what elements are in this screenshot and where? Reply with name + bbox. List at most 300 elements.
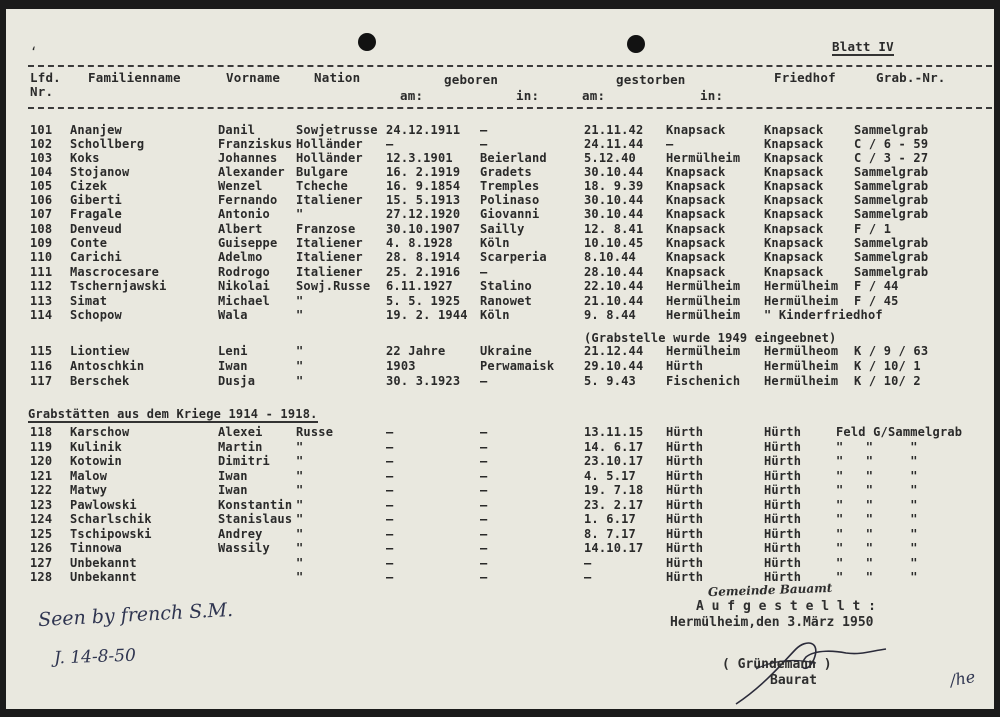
cell-nr: 107 <box>30 207 53 221</box>
cell-gest-am: 19. 7.18 <box>584 483 644 497</box>
cell-grab: C / 3 - 27 <box>854 151 929 165</box>
cell-nation: " <box>296 556 304 570</box>
cell-vorname: Dimitri <box>218 454 270 468</box>
cell-geb-am: 25. 2.1916 <box>386 265 461 279</box>
cell-nation: " <box>296 207 304 221</box>
aufgestellt-label: A u f g e s t e l l t : <box>696 599 877 614</box>
cell-gest-am: 30.10.44 <box>584 165 644 179</box>
cell-gest-in: Hürth <box>666 469 704 483</box>
cell-friedhof: Hermülheim <box>764 294 839 308</box>
cell-nr: 122 <box>30 483 53 497</box>
cell-gest-in: Hürth <box>666 512 704 526</box>
cell-nr: 116 <box>30 359 53 373</box>
header-gestorben: gestorben <box>616 72 686 87</box>
cell-geb-in: Ranowet <box>480 294 532 308</box>
cell-friedhof: Hürth <box>764 469 802 483</box>
cell-friedhof: Hürth <box>764 425 802 439</box>
cell-vorname: Alexander <box>218 165 285 179</box>
cell-friedhof: Knapsack <box>764 222 824 236</box>
cell-geb-in: Scarperia <box>480 250 547 264</box>
cell-geb-am: 24.12.1911 <box>386 123 461 137</box>
cell-grab: Sammelgrab <box>854 265 929 279</box>
cell-name: Pawlowski <box>70 498 137 512</box>
cell-grab: Feld G/Sammelgrab <box>836 425 963 439</box>
cell-gest-in: Knapsack <box>666 193 726 207</box>
cell-gest-in: Fischenich <box>666 374 741 388</box>
cell-grab: K / 9 / 63 <box>854 344 929 358</box>
cell-vorname: Konstantin <box>218 498 293 512</box>
cell-gest-am: 5.12.40 <box>584 151 636 165</box>
cell-gest-am: 4. 5.17 <box>584 469 636 483</box>
cell-gest-in: Hermülheim <box>666 344 741 358</box>
header-nr: Nr. <box>30 84 54 99</box>
cell-nation: " <box>296 483 304 497</box>
cell-geb-am: 19. 2. 1944 <box>386 308 468 322</box>
cell-grab: " " " <box>836 541 918 555</box>
cell-friedhof: Knapsack <box>764 265 824 279</box>
section-title-ww1: Grabstätten aus dem Kriege 1914 - 1918. <box>28 407 318 421</box>
cell-geb-am: 12.3.1901 <box>386 151 453 165</box>
cell-gest-am: 8. 7.17 <box>584 527 636 541</box>
cell-name: Liontiew <box>70 344 130 358</box>
cell-friedhof: Hürth <box>764 483 802 497</box>
cell-gest-in: Knapsack <box>666 265 726 279</box>
cell-name: Unbekannt <box>70 556 137 570</box>
header-geboren: geboren <box>444 72 499 87</box>
cell-geb-in: — <box>480 265 488 279</box>
cell-name: Berschek <box>70 374 130 388</box>
cell-nation: " <box>296 541 304 555</box>
cell-nr: 111 <box>30 265 53 279</box>
cell-gest-am: 21.11.42 <box>584 123 644 137</box>
cell-grab: " " " <box>836 498 918 512</box>
cell-nr: 103 <box>30 151 53 165</box>
cell-nation: " <box>296 527 304 541</box>
cell-nr: 108 <box>30 222 53 236</box>
cell-nation: " <box>296 344 304 358</box>
cell-gest-in: Knapsack <box>666 123 726 137</box>
cell-friedhof: Hürth <box>764 498 802 512</box>
cell-geb-in: Köln <box>480 236 510 250</box>
cell-grab: Sammelgrab <box>854 193 929 207</box>
cell-nr: 118 <box>30 425 53 439</box>
cell-vorname: Danil <box>218 123 256 137</box>
cell-friedhof: Knapsack <box>764 165 824 179</box>
cell-nr: 102 <box>30 137 53 151</box>
cell-gest-am: 13.11.15 <box>584 425 644 439</box>
cell-geb-in: — <box>480 425 488 439</box>
header-rule-bottom <box>28 107 992 109</box>
cell-nation: Italiener <box>296 250 363 264</box>
cell-gest-in: Hermülheim <box>666 308 741 322</box>
cell-grab: " " " <box>836 556 918 570</box>
cell-geb-in: — <box>480 374 488 388</box>
cell-name: Fragale <box>70 207 122 221</box>
punch-hole-right <box>627 35 645 53</box>
cell-grab: Sammelgrab <box>854 179 929 193</box>
cell-geb-am: — <box>386 556 394 570</box>
cell-gest-am: 22.10.44 <box>584 279 644 293</box>
cell-vorname: Iwan <box>218 469 248 483</box>
handwritten-note: Seen by french S.M. <box>37 598 234 632</box>
header-rule-top <box>28 65 992 67</box>
cell-gest-in: Hürth <box>666 483 704 497</box>
cell-nation: Bulgare <box>296 165 348 179</box>
cell-nr: 117 <box>30 374 53 388</box>
cell-grab: Sammelgrab <box>854 236 929 250</box>
cell-gest-in: Hürth <box>666 527 704 541</box>
cell-name: Stojanow <box>70 165 130 179</box>
cell-gest-in: Knapsack <box>666 179 726 193</box>
cell-gest-am: 29.10.44 <box>584 359 644 373</box>
cell-nr: 123 <box>30 498 53 512</box>
cell-nation: Tcheche <box>296 179 348 193</box>
cell-grab: Sammelgrab <box>854 165 929 179</box>
cell-friedhof: Hürth <box>764 454 802 468</box>
cell-name: Unbekannt <box>70 570 137 584</box>
cell-vorname: Wenzel <box>218 179 263 193</box>
cell-friedhof: Hermülheom <box>764 344 839 358</box>
cell-nr: 125 <box>30 527 53 541</box>
cell-gest-in: Hermülheim <box>666 294 741 308</box>
cell-nation: " <box>296 498 304 512</box>
cell-nr: 115 <box>30 344 53 358</box>
cell-vorname: Michael <box>218 294 270 308</box>
cell-grab: K / 10/ 2 <box>854 374 921 388</box>
cell-geb-am: — <box>386 137 394 151</box>
cell-name: Tschipowski <box>70 527 152 541</box>
cell-geb-in: — <box>480 512 488 526</box>
cell-geb-am: 30. 3.1923 <box>386 374 461 388</box>
cell-grab: C / 6 - 59 <box>854 137 929 151</box>
header-familienname: Familienname <box>88 70 181 85</box>
cell-gest-am: 21.12.44 <box>584 344 644 358</box>
cell-nation: Italiener <box>296 265 363 279</box>
cell-gest-in: Hürth <box>666 454 704 468</box>
cell-gest-in: Knapsack <box>666 250 726 264</box>
cell-friedhof: Knapsack <box>764 193 824 207</box>
cell-vorname: Rodrogo <box>218 265 270 279</box>
cell-geb-am: — <box>386 527 394 541</box>
cell-grab: F / 45 <box>854 294 899 308</box>
cell-friedhof: Knapsack <box>764 250 824 264</box>
cell-grab: " " " <box>836 454 918 468</box>
cell-geb-am: 1903 <box>386 359 416 373</box>
cell-name: Kotowin <box>70 454 122 468</box>
cell-gest-am: 1. 6.17 <box>584 512 636 526</box>
cell-geb-in: Gradets <box>480 165 532 179</box>
cell-geb-am: — <box>386 498 394 512</box>
cell-gest-am: 23. 2.17 <box>584 498 644 512</box>
cell-geb-am: — <box>386 541 394 555</box>
cell-gest-in: Hürth <box>666 498 704 512</box>
cell-grab: " " " <box>836 570 918 584</box>
cell-gest-am: — <box>584 556 592 570</box>
signatory-name: ( Gründemann ) <box>722 657 832 672</box>
cell-gest-am: 30.10.44 <box>584 193 644 207</box>
margin-mark: ‘ <box>30 45 38 59</box>
cell-nation: Russe <box>296 425 334 439</box>
cell-vorname: Guiseppe <box>218 236 278 250</box>
cell-name: Simat <box>70 294 108 308</box>
cell-geb-in: Beierland <box>480 151 547 165</box>
cell-name: Antoschkin <box>70 359 145 373</box>
cell-friedhof: Hürth <box>764 440 802 454</box>
cell-vorname: Antonio <box>218 207 270 221</box>
cell-friedhof: Hürth <box>764 570 802 584</box>
cell-geb-in: — <box>480 469 488 483</box>
cell-grab: " " " <box>836 527 918 541</box>
cell-vorname: Dusja <box>218 374 256 388</box>
cell-geb-in: — <box>480 454 488 468</box>
signatory-title: Baurat <box>770 673 817 688</box>
cell-geb-in: — <box>480 498 488 512</box>
corner-initials: /he <box>948 666 977 691</box>
place-date: Hermülheim,den 3.März 1950 <box>670 615 874 630</box>
cell-name: Tinnowa <box>70 541 122 555</box>
cell-name: Mascrocesare <box>70 265 160 279</box>
cell-geb-in: — <box>480 527 488 541</box>
cell-nation: " <box>296 512 304 526</box>
cell-nr: 110 <box>30 250 53 264</box>
cell-name: Scharlschik <box>70 512 152 526</box>
cell-geb-in: — <box>480 440 488 454</box>
cell-nation: Sowjetrusse <box>296 123 378 137</box>
cell-name: Ananjew <box>70 123 122 137</box>
cell-gest-am: 12. 8.41 <box>584 222 644 236</box>
cell-gest-in: Hürth <box>666 556 704 570</box>
cell-geb-in: Polinaso <box>480 193 540 207</box>
cell-nr: 124 <box>30 512 53 526</box>
header-gestorben-am: am: <box>582 88 606 103</box>
header-gestorben-in: in: <box>700 88 724 103</box>
cell-name: Carichi <box>70 250 122 264</box>
cell-nr: 126 <box>30 541 53 555</box>
cell-gest-in: Knapsack <box>666 207 726 221</box>
cell-nation: Italiener <box>296 193 363 207</box>
cell-nation: Franzose <box>296 222 356 236</box>
cell-friedhof: Hermülheim <box>764 359 839 373</box>
cell-gest-am: 23.10.17 <box>584 454 644 468</box>
cell-grab: F / 1 <box>854 222 892 236</box>
punch-hole-left <box>358 33 376 51</box>
cell-gest-in: Knapsack <box>666 165 726 179</box>
cell-friedhof: Knapsack <box>764 137 824 151</box>
cell-friedhof: " Kinderfriedhof <box>764 308 883 322</box>
cell-name: Koks <box>70 151 100 165</box>
cell-name: Matwy <box>70 483 108 497</box>
cell-geb-am: — <box>386 425 394 439</box>
cell-gest-am: 9. 8.44 <box>584 308 636 322</box>
cell-name: Denveud <box>70 222 122 236</box>
cell-vorname: Johannes <box>218 151 278 165</box>
header-nation: Nation <box>314 70 361 85</box>
municipal-stamp: Gemeinde Bauamt <box>707 580 833 600</box>
cell-gest-am: 5. 9.43 <box>584 374 636 388</box>
handwritten-date: J. 14-8-50 <box>53 645 137 669</box>
cell-grab: Sammelgrab <box>854 207 929 221</box>
cell-gest-in: Hürth <box>666 541 704 555</box>
cell-vorname: Adelmo <box>218 250 263 264</box>
cell-gest-am: 21.10.44 <box>584 294 644 308</box>
cell-geb-am: 6.11.1927 <box>386 279 453 293</box>
cell-nr: 128 <box>30 570 53 584</box>
cell-geb-in: Tremples <box>480 179 540 193</box>
cell-friedhof: Knapsack <box>764 179 824 193</box>
cell-geb-in: Köln <box>480 308 510 322</box>
cell-nr: 119 <box>30 440 53 454</box>
cell-gest-am: — <box>584 570 592 584</box>
cell-geb-am: 16. 9.1854 <box>386 179 461 193</box>
cell-vorname: Wassily <box>218 541 270 555</box>
header-geboren-in: in: <box>516 88 540 103</box>
cell-geb-am: 28. 8.1914 <box>386 250 461 264</box>
cell-name: Cizek <box>70 179 108 193</box>
cell-vorname: Franziskus <box>218 137 293 151</box>
cell-vorname: Alexei <box>218 425 263 439</box>
note-row-114: (Grabstelle wurde 1949 eingeebnet) <box>584 331 837 345</box>
cell-vorname: Iwan <box>218 359 248 373</box>
cell-geb-in: — <box>480 570 488 584</box>
cell-gest-in: Hürth <box>666 425 704 439</box>
cell-geb-in: Sailly <box>480 222 525 236</box>
cell-gest-am: 28.10.44 <box>584 265 644 279</box>
cell-nr: 106 <box>30 193 53 207</box>
cell-geb-in: Stalino <box>480 279 532 293</box>
cell-friedhof: Hermülheim <box>764 374 839 388</box>
header-grab-nr: Grab.-Nr. <box>876 70 946 85</box>
cell-gest-am: 10.10.45 <box>584 236 644 250</box>
cell-geb-am: 30.10.1907 <box>386 222 461 236</box>
cell-gest-am: 14.10.17 <box>584 541 644 555</box>
cell-vorname: Wala <box>218 308 248 322</box>
cell-friedhof: Hürth <box>764 541 802 555</box>
cell-gest-in: Hermülheim <box>666 151 741 165</box>
cell-name: Karschow <box>70 425 130 439</box>
cell-vorname: Andrey <box>218 527 263 541</box>
cell-geb-in: — <box>480 541 488 555</box>
cell-grab: " " " <box>836 440 918 454</box>
cell-geb-am: 5. 5. 1925 <box>386 294 461 308</box>
cell-geb-am: 15. 5.1913 <box>386 193 461 207</box>
cell-gest-am: 30.10.44 <box>584 207 644 221</box>
cell-name: Schollberg <box>70 137 145 151</box>
cell-vorname: Iwan <box>218 483 248 497</box>
cell-nr: 101 <box>30 123 53 137</box>
cell-gest-in: Hürth <box>666 570 704 584</box>
cell-nr: 121 <box>30 469 53 483</box>
cell-friedhof: Knapsack <box>764 151 824 165</box>
cell-friedhof: Hürth <box>764 556 802 570</box>
cell-grab: F / 44 <box>854 279 899 293</box>
cell-gest-am: 8.10.44 <box>584 250 636 264</box>
cell-nation: " <box>296 469 304 483</box>
cell-nr: 127 <box>30 556 53 570</box>
cell-gest-in: Hermülheim <box>666 279 741 293</box>
cell-gest-in: Hürth <box>666 440 704 454</box>
cell-name: Schopow <box>70 308 122 322</box>
cell-nation: " <box>296 374 304 388</box>
header-vorname: Vorname <box>226 70 281 85</box>
header-geboren-am: am: <box>400 88 424 103</box>
cell-geb-am: 16. 2.1919 <box>386 165 461 179</box>
cell-geb-in: — <box>480 137 488 151</box>
cell-geb-am: 22 Jahre <box>386 344 446 358</box>
cell-friedhof: Hürth <box>764 512 802 526</box>
cell-nation: Holländer <box>296 137 363 151</box>
cell-geb-am: — <box>386 483 394 497</box>
cell-geb-am: — <box>386 440 394 454</box>
cell-nr: 104 <box>30 165 53 179</box>
cell-name: Conte <box>70 236 108 250</box>
cell-geb-am: 27.12.1920 <box>386 207 461 221</box>
cell-vorname: Nikolai <box>218 279 270 293</box>
cell-geb-in: Giovanni <box>480 207 540 221</box>
header-friedhof: Friedhof <box>774 70 836 85</box>
cell-gest-in: — <box>666 137 674 151</box>
page-label: Blatt IV <box>832 39 894 54</box>
cell-geb-in: Perwamaisk <box>480 359 555 373</box>
cell-nation: " <box>296 308 304 322</box>
cell-nation: Italiener <box>296 236 363 250</box>
cell-geb-in: Ukraine <box>480 344 532 358</box>
cell-geb-in: — <box>480 123 488 137</box>
cell-nr: 113 <box>30 294 53 308</box>
cell-name: Tschernjawski <box>70 279 167 293</box>
cell-geb-in: — <box>480 483 488 497</box>
cell-nr: 120 <box>30 454 53 468</box>
cell-nation: " <box>296 454 304 468</box>
cell-geb-am: — <box>386 512 394 526</box>
cell-friedhof: Knapsack <box>764 123 824 137</box>
cell-geb-am: — <box>386 469 394 483</box>
cell-nation: Sowj.Russe <box>296 279 371 293</box>
cell-gest-in: Knapsack <box>666 236 726 250</box>
cell-geb-am: — <box>386 454 394 468</box>
cell-nation: " <box>296 440 304 454</box>
cell-gest-in: Knapsack <box>666 222 726 236</box>
header-lfd: Lfd. <box>30 70 61 85</box>
cell-vorname: Stanislaus <box>218 512 293 526</box>
cell-grab: K / 10/ 1 <box>854 359 921 373</box>
cell-vorname: Martin <box>218 440 263 454</box>
cell-name: Kulinik <box>70 440 122 454</box>
cell-vorname: Albert <box>218 222 263 236</box>
cell-friedhof: Knapsack <box>764 207 824 221</box>
cell-nr: 114 <box>30 308 53 322</box>
cell-nr: 112 <box>30 279 53 293</box>
cell-friedhof: Hermülheim <box>764 279 839 293</box>
cell-vorname: Fernando <box>218 193 278 207</box>
cell-geb-in: — <box>480 556 488 570</box>
cell-geb-am: 4. 8.1928 <box>386 236 453 250</box>
cell-gest-am: 18. 9.39 <box>584 179 644 193</box>
cell-grab: " " " <box>836 512 918 526</box>
cell-geb-am: — <box>386 570 394 584</box>
cell-name: Giberti <box>70 193 122 207</box>
cell-grab: Sammelgrab <box>854 250 929 264</box>
cell-nation: " <box>296 294 304 308</box>
cell-nation: " <box>296 359 304 373</box>
cell-gest-in: Hürth <box>666 359 704 373</box>
cell-name: Malow <box>70 469 108 483</box>
cell-grab: " " " <box>836 469 918 483</box>
cell-friedhof: Knapsack <box>764 236 824 250</box>
cell-nr: 105 <box>30 179 53 193</box>
cell-vorname: Leni <box>218 344 248 358</box>
cell-nation: " <box>296 570 304 584</box>
cell-friedhof: Hürth <box>764 527 802 541</box>
